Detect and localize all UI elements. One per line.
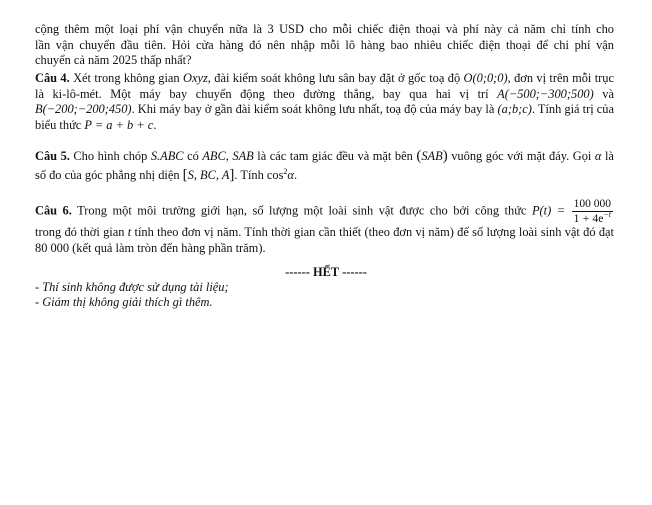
population-fraction: [572, 198, 613, 225]
function-p: P(t) =: [531, 203, 566, 218]
plane-coordinate: (a;b;c): [497, 102, 532, 117]
question-4: Câu 4. Xét trong không gian Oxyz, đài kiểm soát không lưu sân bay đặt ở gốc toạ độ O(0;0;0), đơn vị trên mỗi trục là ki-lô-mét. Một máy bay chuyển động theo đường thẳng, bay qua hai vị trí A(−500;−300;500) và B(−200;−200;450). Khi máy bay ở gần đài kiểm soát không lưu nhất, toạ độ của máy bay là (a;b;c). Tính giá trị của biểu thức P = a + b + c.: [35, 71, 614, 132]
triangle-abc: ABC: [202, 149, 226, 163]
alpha-symbol: α: [594, 149, 602, 163]
fraction-denominator: $1 + 4e^{-t}$: [573, 210, 612, 225]
face-sab: SAB: [421, 149, 443, 163]
question-4-label: Câu 4.: [35, 71, 70, 85]
intro-paragraph: [35, 22, 614, 69]
note-2: - Giám thị không giải thích gì thêm.: [35, 295, 213, 309]
end-marker: ------ HẾT ------: [285, 265, 367, 279]
intro-line-1: cộng thêm một loại phí vận chuyển nữa là 3 USD cho mỗi chiếc điện thoại và phí này cả năm chỉ tính cho: [35, 22, 614, 36]
question-6-label: Câu 6.: [35, 203, 72, 218]
space-symbol: Oxyz: [183, 71, 208, 85]
dihedral-angle: S, BC, A: [187, 168, 230, 182]
fraction-numerator: 100 000: [573, 198, 612, 210]
note-1: - Thí sinh không được sử dụng tài liệu;: [35, 280, 229, 294]
cos-expression: $\cos^2\alpha$: [266, 166, 294, 182]
point-a: A(−500;−300;500): [497, 86, 594, 101]
question-5-label: Câu 5.: [35, 149, 70, 163]
pyramid-name: S.ABC: [150, 149, 184, 163]
expression-p: P = a + b + c: [84, 117, 154, 132]
origin-point: O(0;0;0): [463, 71, 508, 85]
intro-line-2: lần vận chuyển đầu tiên. Hỏi cửa hàng đó nên nhập mỗi lô hàng bao nhiêu chiếc điện thoại để chi phí vận: [35, 37, 614, 52]
triangle-sab: SAB: [232, 149, 254, 163]
question-5: Câu 5. Cho hình chóp S.ABC có ABC, SAB là các tam giác đều và mặt bên (SAB) vuông góc với mặt đáy. Gọi α là số đo của góc phẳng nhị diện [S, BC, A]. Tính $\cos^2\alpha$.: [35, 148, 614, 183]
time-variable: t: [127, 225, 132, 239]
question-6: Câu 6. Trong một môi trường giới hạn, số lượng một loài sinh vật được cho bởi công thức P(t) = $\frac{100 000}{1 + 4e^{-t}}$ trong đó thời gian t tính theo đơn vị năm. Tính thời gian cần thiết (theo đơn vị năm) để số lượng loài sinh vật đó đạt 80 000 (kết quả làm tròn đến hàng phần trăm).: [35, 198, 614, 255]
point-b: B(−200;−200;450): [35, 102, 132, 117]
intro-line-3: chuyển cả năm 2025 thấp nhất?: [35, 53, 192, 68]
